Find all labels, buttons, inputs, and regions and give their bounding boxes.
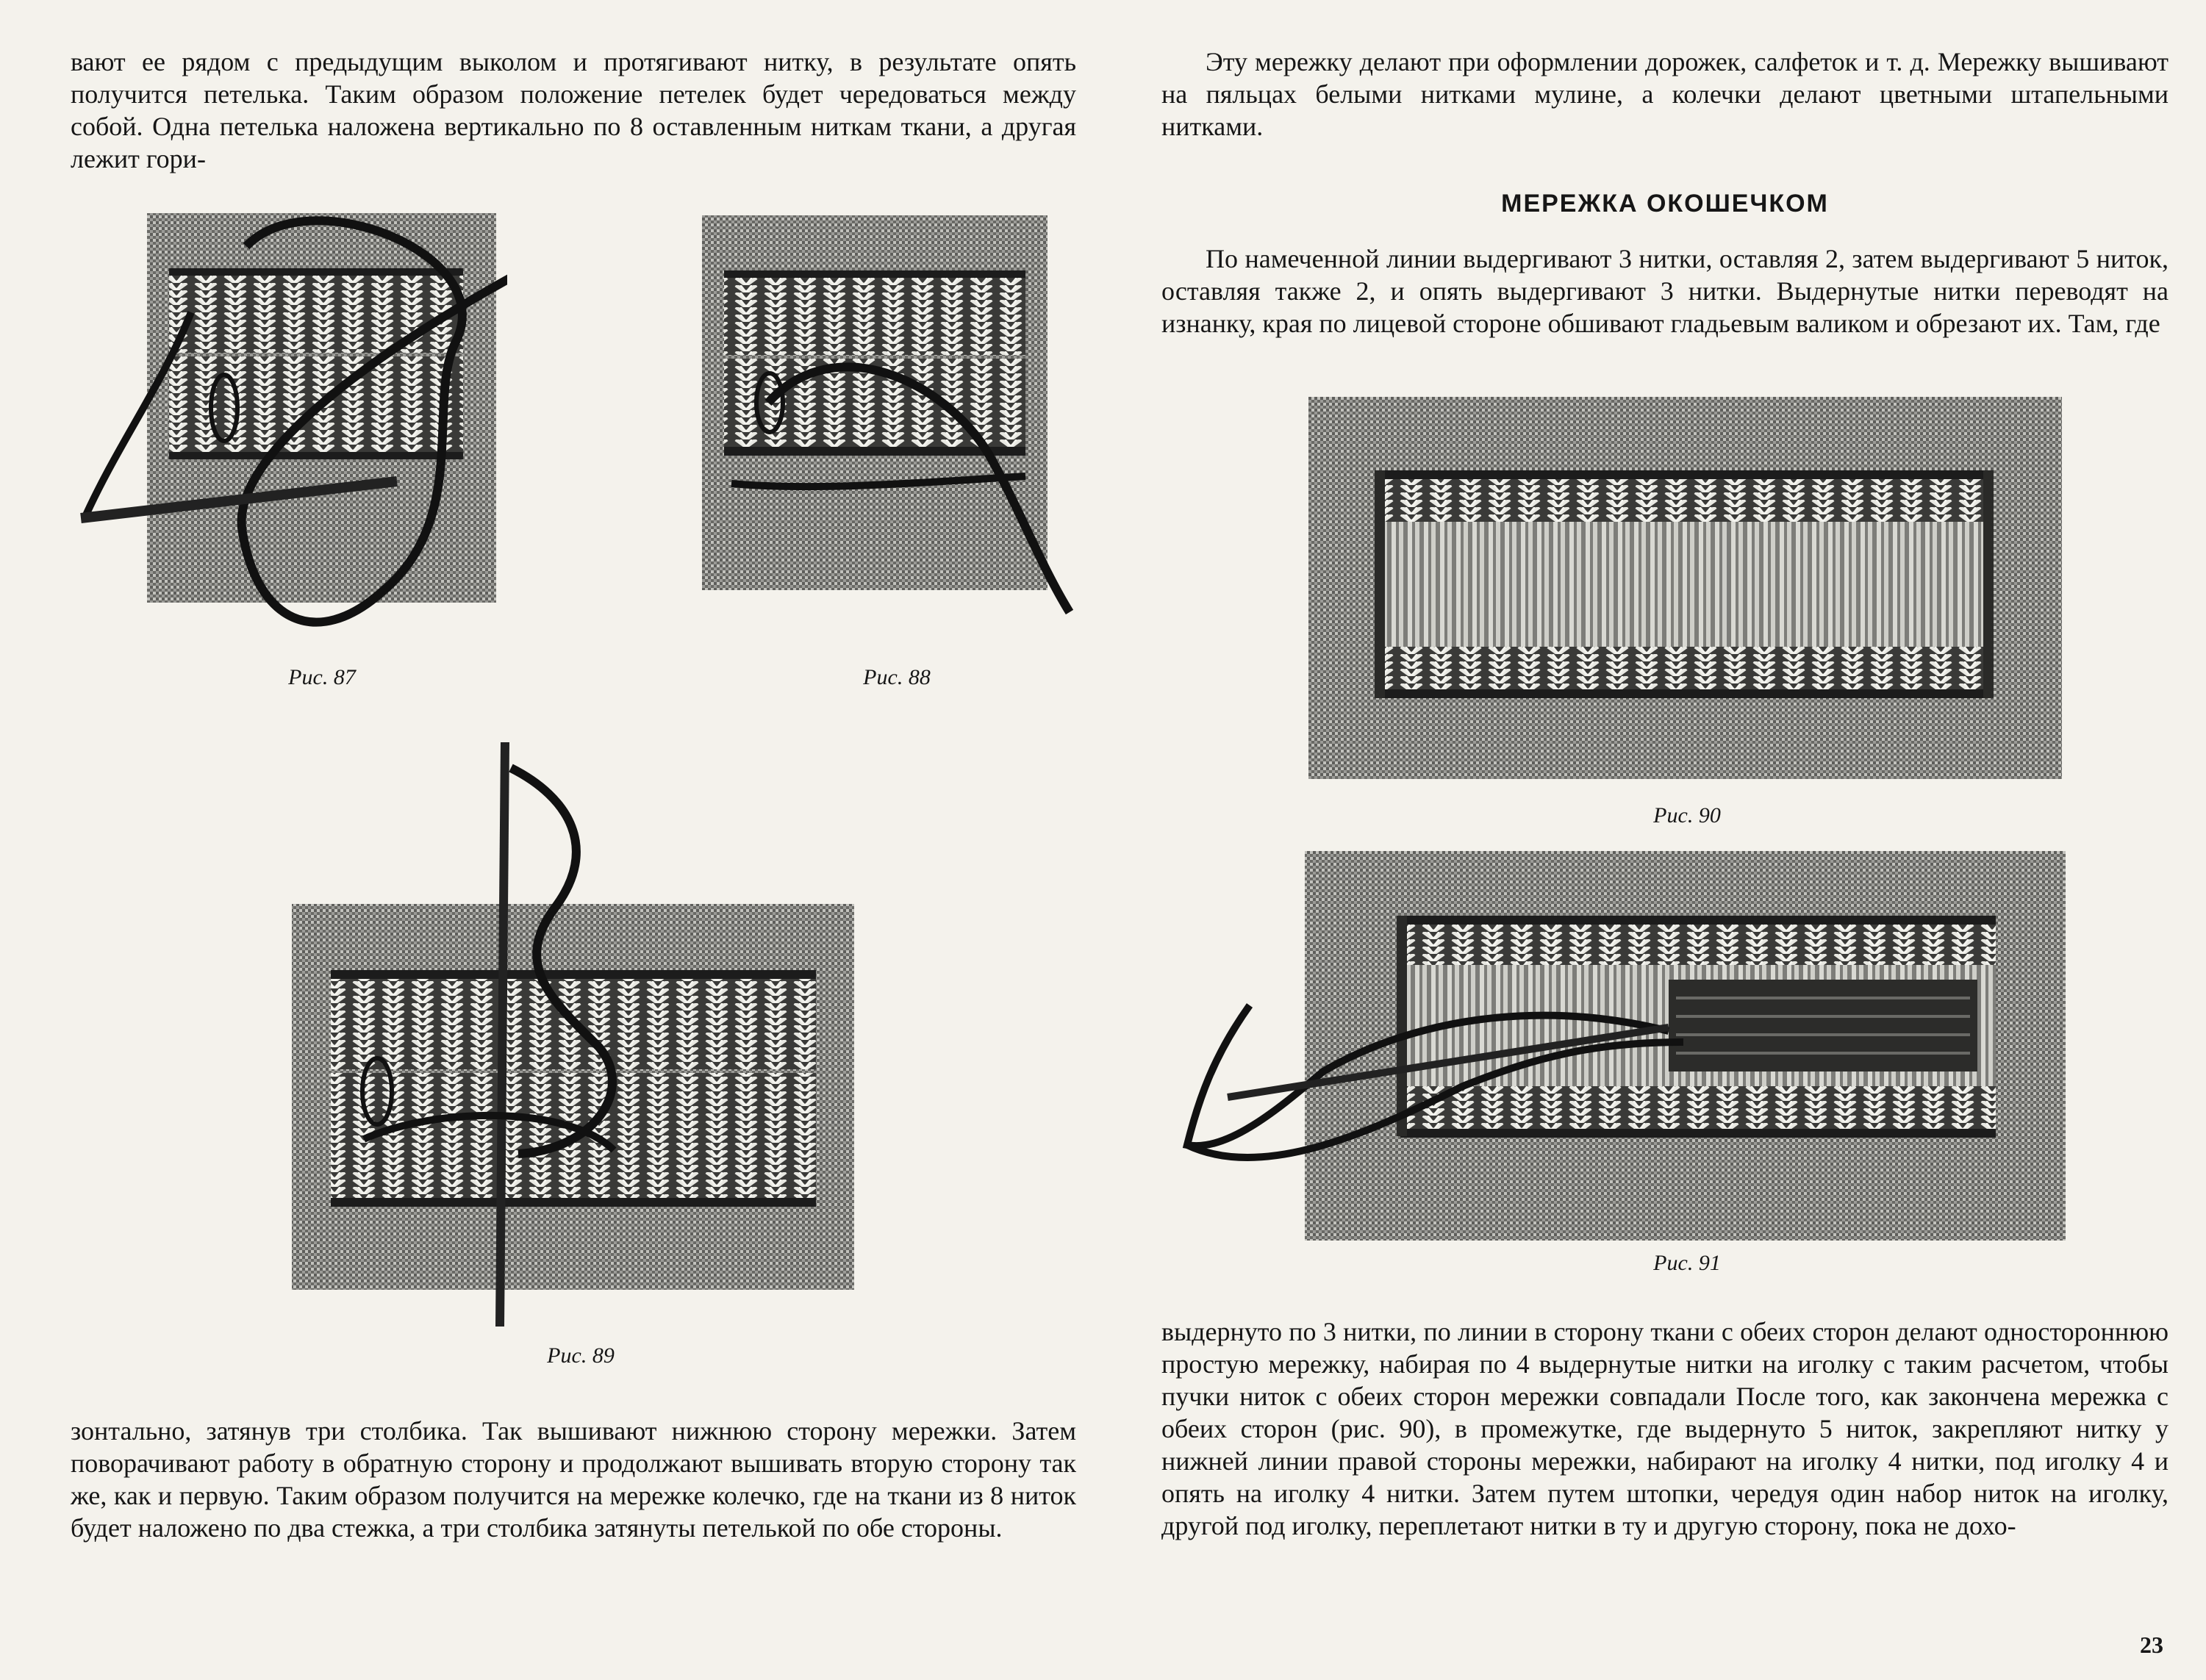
figure-88-embroidery <box>702 212 1077 623</box>
caption-fig-91: Рис. 91 <box>1653 1251 1721 1275</box>
caption-fig-87: Рис. 87 <box>288 665 356 689</box>
section-heading: МЕРЕЖКА ОКОШЕЧКОМ <box>1501 190 1829 218</box>
left-paragraph-bottom: зонтально, затянув три столбика. Так вышивают нижнюю сторону мережки. Затем поворачивают работу в обратную сторону и продолжают вышивать вторую сторону так же, как и первую. Таким образом получится на мережке колечко, где на ткани из 8 ниток будет наложено по два стежка, а три столбика затянуты петелькой по обе стороны. <box>71 1416 1076 1543</box>
caption-fig-90: Рис. 90 <box>1653 803 1721 828</box>
caption-fig-89: Рис. 89 <box>547 1343 615 1368</box>
figure-89-embroidery <box>290 739 856 1338</box>
caption-fig-88: Рис. 88 <box>863 665 931 689</box>
figure-90-embroidery <box>1308 397 2062 779</box>
right-paragraph-mid: По намеченной линии выдергивают 3 нитки, оставляя 2, затем выдергивают 5 ниток, оставляя также 2, и опять выдергивают 3 нитки. Выдернутые нитки переводят на изнанку, края по лицевой стороне обшивают гладьевым валиком и обрезают их. Там, где <box>1161 244 2169 338</box>
page-number: 23 <box>2140 1631 2163 1658</box>
right-paragraph-top: Эту мережку делают при оформлении дорожек, салфеток и т. д. Мережку вышивают на пяльцах белыми нитками мулине, а колечки делают цветными штапельными нитками. <box>1161 47 2169 141</box>
left-paragraph-top: вают ее рядом с предыдущим выколом и протягивают нитку, в результате опять получится петелька. Таким образом положение петелек будет чередоваться между собой. Одна петелька наложена вертикально по 8 оставленным ниткам ткани, а другая лежит гори- <box>71 47 1076 173</box>
right-paragraph-bottom: выдернуто по 3 нитки, по линии в сторону ткани с обеих сторон делают одностороннюю простую мережку, набирая по 4 выдернутые нитки на иголку с таким расчетом, чтобы пучки ниток с обеих сторон мережки совпадали После того, как закончена мережка с обеих сторон (рис. 90), в промежутке, где выдернуто 5 ниток, закрепляют нитку у нижней линии правой стороны мережки, набирают на иголку 4 нитки, под иголку 4 и опять на иголку 4 нитки. Затем путем штопки, чередуя один набор ниток на иголку, другой под иголку, переплетают нитки в ту и другую сторону, пока не дохо- <box>1161 1317 2169 1540</box>
figure-87-embroidery <box>74 209 507 650</box>
figure-91-embroidery <box>1154 851 2066 1241</box>
